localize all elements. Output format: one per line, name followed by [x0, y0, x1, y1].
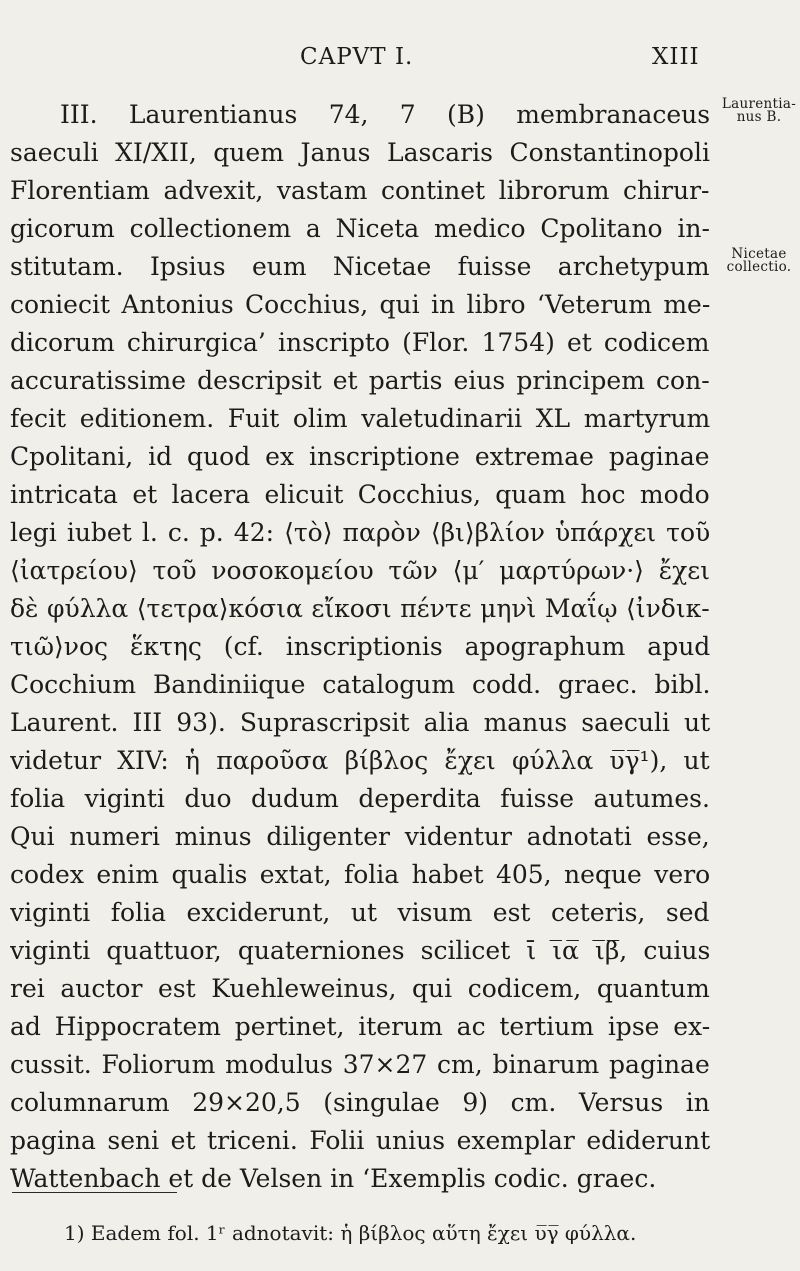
- text-line: viginti quattuor, quaterniones scilicet ῑ ι̅α̅ ι̅β̅, cuius: [10, 936, 710, 965]
- text-line: ⟨ἰατρείου⟩ τοῦ νοσοκομείου τῶν ⟨μ′ μαρτύρων·⟩ ἔχει: [10, 556, 710, 585]
- text-line: τιῶ⟩νος ἕκτης (cf. inscriptionis apographum apud: [10, 632, 710, 661]
- text-line: Wattenbach et de Velsen in ‘Exemplis codic. graec.: [10, 1164, 657, 1193]
- text-line: stitutam. Ipsius eum Nicetae fuisse archetypum: [10, 252, 710, 281]
- page-header: [0, 44, 800, 78]
- text-line: dicorum chirurgica’ inscripto (Flor. 1754) et codicem: [10, 328, 710, 357]
- text-line: rei auctor est Kuehleweinus, qui codicem, quantum: [10, 974, 710, 1003]
- text-line: fecit editionem. Fuit olim valetudinarii XL martyrum: [10, 404, 710, 433]
- text-line: Florentiam advexit, vastam continet librorum chirur-: [10, 176, 710, 205]
- margin-note-niceta: Nicetae collectio.: [726, 246, 792, 275]
- running-head: CAPVT I.: [300, 44, 414, 70]
- footnote-rule: [12, 1192, 177, 1193]
- text-line: Cocchium Bandiniique catalogum codd. graec. bibl.: [10, 670, 710, 699]
- text-line: folia viginti duo dudum deperdita fuisse autumes.: [10, 784, 710, 813]
- text-line: Cpolitani, id quod ex inscriptione extremae paginae: [10, 442, 710, 471]
- text-line: legi iubet l. c. p. 42: ⟨τὸ⟩ παρὸν ⟨βι⟩βλίον ὑπάρχει τοῦ: [10, 518, 710, 547]
- text-line: videtur XIV: ἡ παροῦσα βίβλος ἔχει φύλλα υ̅γ̅¹), ut: [10, 746, 710, 775]
- text-line: Laurent. III 93). Suprascripsit alia manus saeculi ut: [10, 708, 710, 737]
- text-line: accuratissime descripsit et partis eius principem con-: [10, 366, 710, 395]
- text-line: columnarum 29×20,5 (singulae 9) cm. Versus in: [10, 1088, 710, 1117]
- margin-note-laurentianus: Laurentia- nus B.: [721, 96, 797, 125]
- text-line: saeculi XI/XII, quem Janus Lascaris Constantinopoli: [10, 138, 710, 167]
- text-line: ad Hippocratem pertinet, iterum ac tertium ipse ex-: [10, 1012, 710, 1041]
- text-line: coniecit Antonius Cocchius, qui in libro ‘Veterum me-: [10, 290, 710, 319]
- text-line: codex enim qualis extat, folia habet 405, neque vero: [10, 860, 710, 889]
- text-line: Qui numeri minus diligenter videntur adnotati esse,: [10, 822, 710, 851]
- text-line: intricata et lacera elicuit Cocchius, quam hoc modo: [10, 480, 710, 509]
- text-line: gicorum collectionem a Niceta medico Cpolitano in-: [10, 214, 710, 243]
- text-line: viginti folia exciderunt, ut visum est ceteris, sed: [10, 898, 710, 927]
- text-line: cussit. Foliorum modulus 37×27 cm, binarum paginae: [10, 1050, 710, 1079]
- text-line: III. Laurentianus 74, 7 (B) membranaceus: [60, 100, 710, 129]
- text-line: pagina seni et triceni. Folii unius exemplar ediderunt: [10, 1126, 710, 1155]
- footnote: 1) Eadem fol. 1ʳ adnotavit: ἡ βίβλος αὕτη ἔχει υ̅γ̅ φύλλα.: [64, 1221, 637, 1245]
- page-number: XIII: [652, 44, 700, 70]
- text-line: δὲ φύλλα ⟨τετρα⟩κόσια εἴκοσι πέντε μηνὶ Μαΐῳ ⟨ἰνδικ-: [10, 594, 710, 623]
